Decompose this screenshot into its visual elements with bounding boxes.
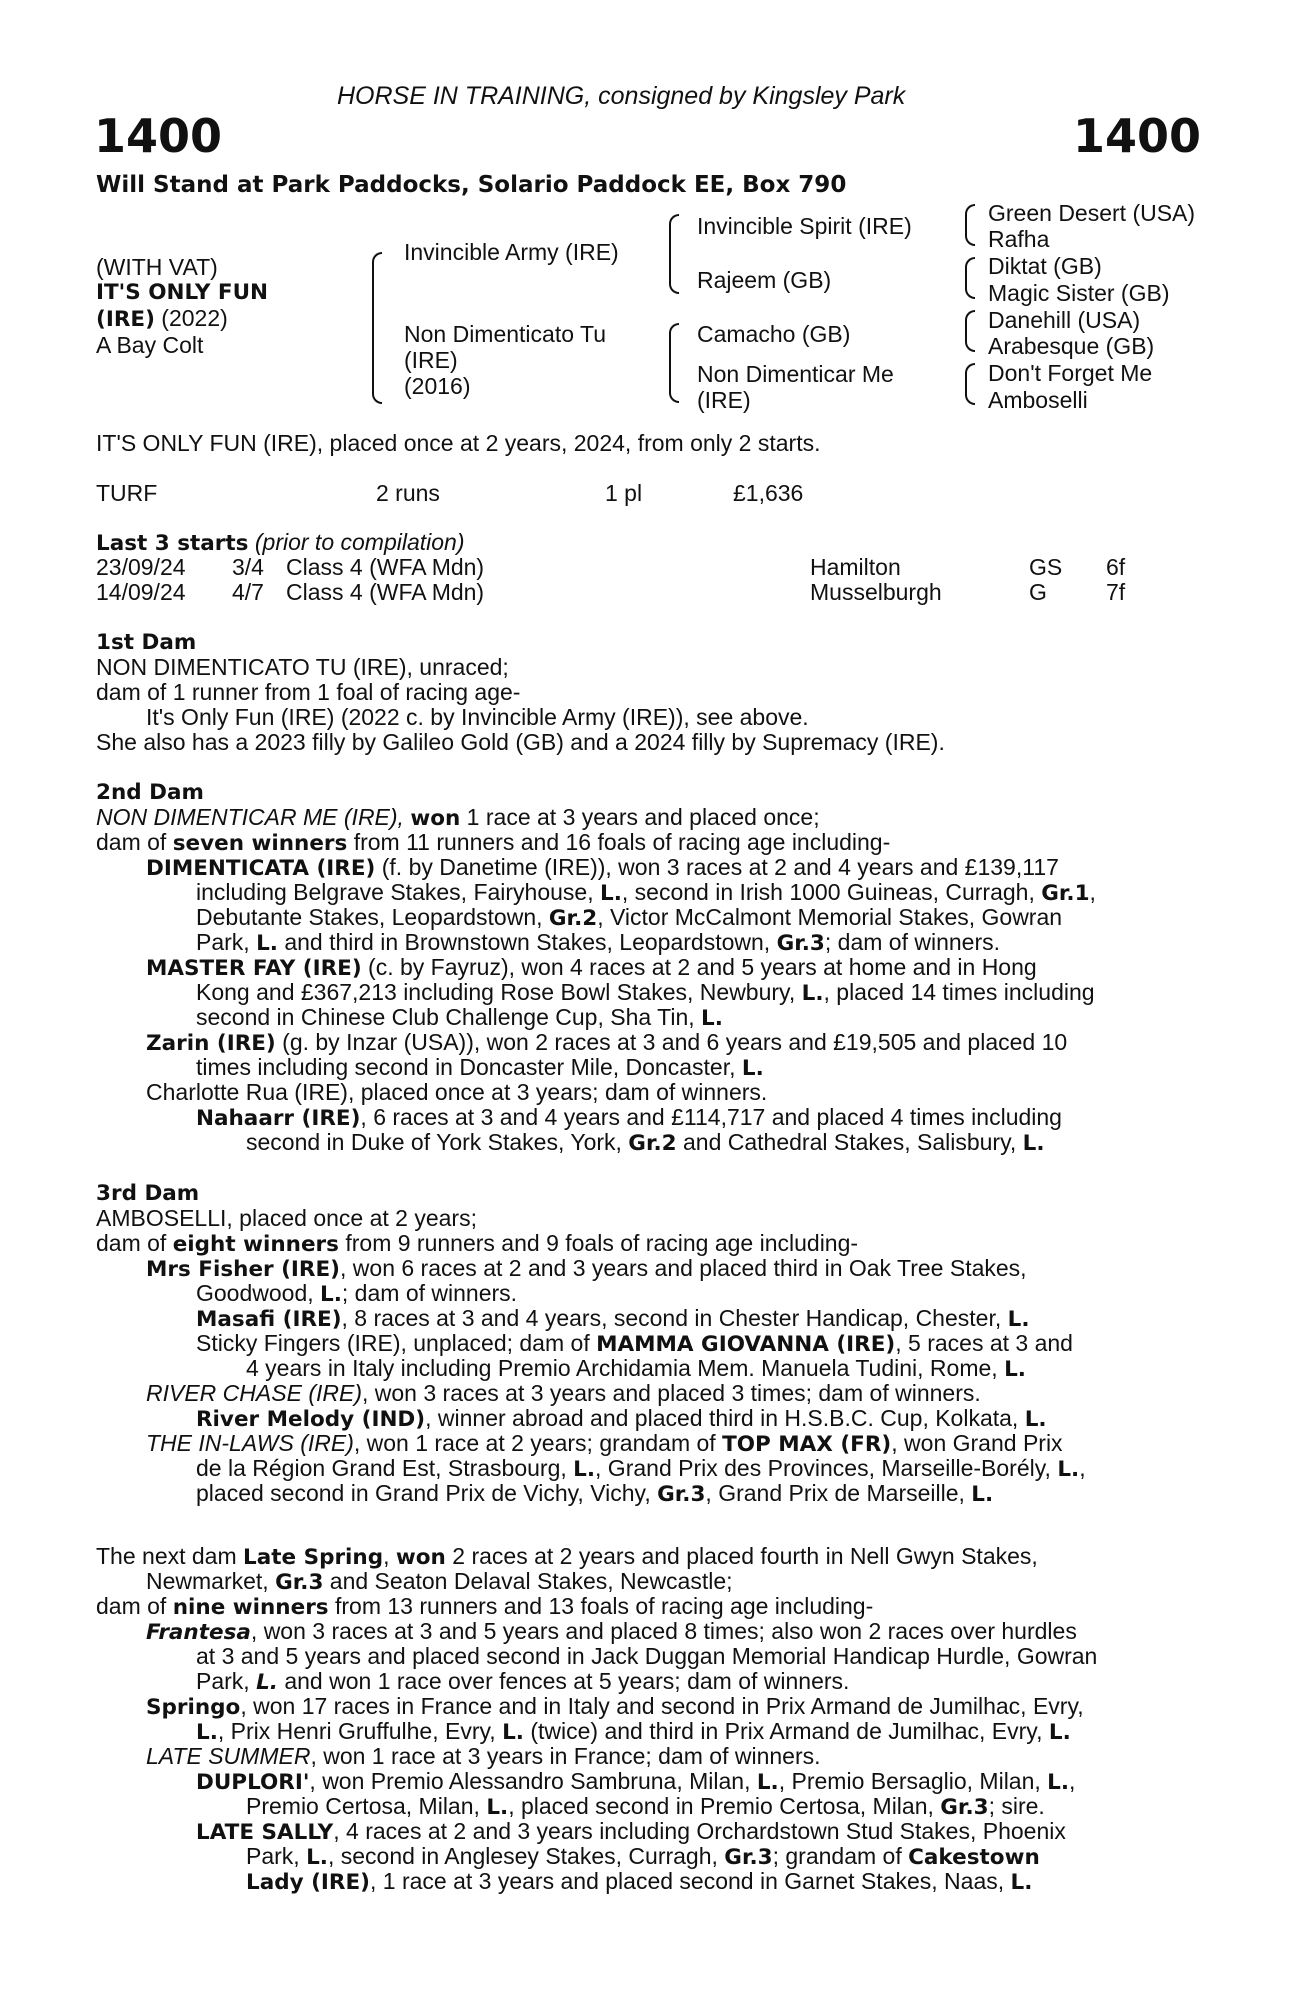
pedigree-dam-sire: Camacho (GB) — [697, 321, 851, 347]
progeny-name: DUPLORI' — [196, 1770, 310, 1795]
dam3-line: de la Région Grand Est, Strasbourg, L., Grand Prix des Provinces, Marseille-Borély, L., — [196, 1455, 1086, 1482]
dam2-line: Kong and £367,213 including Rose Bowl Stakes, Newbury, L., placed 14 times including — [196, 979, 1095, 1006]
dam1-heading: 1st Dam — [96, 630, 197, 655]
lot-number-right: 1400 — [1073, 109, 1202, 163]
dam2-line: NON DIMENTICAR ME (IRE), won 1 race at 3 years and placed once; — [96, 804, 820, 831]
dam2-line: Debutante Stakes, Leopardstown, Gr.2, Victor McCalmont Memorial Stakes, Gowran — [196, 904, 1063, 931]
record-runs: 2 runs — [376, 480, 440, 506]
dam3-line: AMBOSELLI, placed once at 2 years; — [96, 1205, 477, 1231]
dam2-line: second in Duke of York Stakes, York, Gr.2 and Cathedral Stakes, Salisbury, L. — [246, 1129, 1045, 1156]
pedigree-brace-sire — [669, 214, 679, 294]
lot-number-left: 1400 — [94, 109, 223, 163]
vat-note: (WITH VAT) — [96, 254, 218, 280]
dam2-line: Zarin (IRE) (g. by Inzar (USA)), won 2 races at 3 and 6 years and £19,505 and placed 10 — [146, 1029, 1068, 1056]
dam2-line: MASTER FAY (IRE) (c. by Fayruz), won 4 races at 2 and 5 years at home and in Hong — [146, 954, 1037, 981]
pedigree-dsd: Arabesque (GB) — [988, 333, 1155, 359]
pedigree-sdd: Magic Sister (GB) — [988, 280, 1170, 306]
progeny-name: Frantesa — [146, 1620, 251, 1645]
start-position: 3/4 — [232, 554, 264, 580]
pedigree-sire: Invincible Army (IRE) — [404, 239, 619, 265]
dam3-line: Goodwood, L.; dam of winners. — [196, 1280, 518, 1307]
start-going: GS — [1029, 554, 1063, 580]
start-distance: 7f — [1106, 579, 1126, 605]
record-placed: 1 pl — [605, 480, 643, 506]
race-summary: IT'S ONLY FUN (IRE), placed once at 2 years, 2024, from only 2 starts. — [96, 430, 821, 456]
progeny-name: Springo — [146, 1695, 241, 1720]
dam3-line: Sticky Fingers (IRE), unplaced; dam of MAMMA GIOVANNA (IRE), 5 races at 3 and — [196, 1330, 1073, 1357]
dam3-line: Masafi (IRE), 8 races at 3 and 4 years, second in Chester Handicap, Chester, L. — [196, 1305, 1030, 1332]
stand-location: Will Stand at Park Paddocks, Solario Paddock EE, Box 790 — [96, 172, 847, 198]
dam2-line: dam of seven winners from 11 runners and 16 foals of racing age including- — [96, 829, 891, 856]
dam2-line: Charlotte Rua (IRE), placed once at 3 years; dam of winners. — [146, 1079, 768, 1105]
nextdam-line: Frantesa, won 3 races at 3 and 5 years and placed 8 times; also won 2 races over hurdles — [146, 1618, 1077, 1645]
nextdam-line: DUPLORI', won Premio Alessandro Sambruna, Milan, L., Premio Bersaglio, Milan, L., — [196, 1768, 1076, 1795]
progeny-name: Zarin (IRE) — [146, 1031, 276, 1056]
nextdam-line: at 3 and 5 years and placed second in Jack Duggan Memorial Handicap Hurdle, Gowran — [196, 1643, 1098, 1669]
pedigree-ddd: Amboselli — [988, 387, 1088, 413]
start-distance: 6f — [1106, 554, 1126, 580]
pedigree-sire-dam: Rajeem (GB) — [697, 267, 832, 293]
nextdam-line: LATE SUMMER, won 1 race at 3 years in France; dam of winners. — [146, 1743, 821, 1769]
nextdam-line: Park, L. and won 1 race over fences at 5 years; dam of winners. — [196, 1668, 850, 1695]
pedigree-dam-dam-country: (IRE) — [697, 387, 751, 413]
start-race: Class 4 (WFA Mdn) — [286, 579, 485, 605]
consignment-line: HORSE IN TRAINING, consigned by Kingsley Park — [337, 82, 906, 110]
horse-description: A Bay Colt — [96, 332, 204, 358]
nextdam-line: L., Prix Henri Gruffulhe, Evry, L. (twice) and third in Prix Armand de Jumilhac, Evry, L. — [196, 1718, 1071, 1745]
pedigree-dam: Non Dimenticato Tu — [404, 321, 606, 347]
nextdam-line: Premio Certosa, Milan, L., placed second in Premio Certosa, Milan, Gr.3; sire. — [246, 1793, 1045, 1820]
progeny-name: MASTER FAY (IRE) — [146, 956, 362, 981]
progeny-name: LATE SALLY — [196, 1820, 334, 1845]
dam1-line: NON DIMENTICATO TU (IRE), unraced; — [96, 654, 509, 680]
pedigree-dss: Danehill (USA) — [988, 307, 1141, 333]
nextdam-line: The next dam Late Spring, won 2 races at 2 years and placed fourth in Nell Gwyn Stakes, — [96, 1543, 1038, 1570]
last-starts-heading — [96, 530, 465, 556]
progeny-name: MAMMA GIOVANNA (IRE) — [596, 1332, 896, 1357]
dam1-line: She also has a 2023 filly by Galileo Gold (GB) and a 2024 filly by Supremacy (IRE). — [96, 729, 945, 755]
pedigree-brace-ds — [965, 310, 975, 352]
pedigree-sds: Diktat (GB) — [988, 253, 1102, 279]
dam3-line: THE IN-LAWS (IRE), won 1 race at 2 years; grandam of TOP MAX (FR), won Grand Prix — [146, 1430, 1063, 1457]
pedigree-ssd: Rafha — [988, 226, 1050, 252]
pedigree-dam-dam: Non Dimenticar Me — [697, 361, 894, 387]
nextdam-line: Springo, won 17 races in France and in Italy and second in Prix Armand de Jumilhac, Evry, — [146, 1693, 1084, 1720]
progeny-name: DIMENTICATA (IRE) — [146, 856, 376, 881]
pedigree-brace-main — [372, 252, 382, 404]
dam3-line: 4 years in Italy including Premio Archidamia Mem. Manuela Tudini, Rome, L. — [246, 1355, 1026, 1382]
progeny-name: Nahaarr (IRE) — [196, 1106, 361, 1131]
progeny-name: Masafi (IRE) — [196, 1307, 342, 1332]
pedigree-dam-country: (IRE) — [404, 347, 458, 373]
start-date: 23/09/24 — [96, 554, 186, 580]
dam3-line: River Melody (IND), winner abroad and placed third in H.S.B.C. Cup, Kolkata, L. — [196, 1405, 1047, 1432]
dam2-line: Nahaarr (IRE), 6 races at 3 and 4 years and £114,717 and placed 4 times including — [196, 1104, 1062, 1131]
dam3-line: Mrs Fisher (IRE), won 6 races at 2 and 3 years and placed third in Oak Tree Stakes, — [146, 1255, 1027, 1282]
progeny-name: TOP MAX (FR) — [722, 1432, 892, 1457]
dam2-line: Park, L. and third in Brownstown Stakes, Leopardstown, Gr.3; dam of winners. — [196, 929, 1001, 956]
pedigree-brace-dd — [965, 363, 975, 405]
pedigree-dam-year: (2016) — [404, 373, 471, 399]
start-race: Class 4 (WFA Mdn) — [286, 554, 485, 580]
dam2-line: including Belgrave Stakes, Fairyhouse, L., second in Irish 1000 Guineas, Curragh, Gr.1, — [196, 879, 1096, 906]
last-starts-note: (prior to compilation) — [248, 529, 465, 555]
dam2-name: NON DIMENTICAR ME (IRE), — [96, 804, 404, 830]
start-position: 4/7 — [232, 579, 264, 605]
start-going: G — [1029, 579, 1047, 605]
dam3-heading: 3rd Dam — [96, 1181, 200, 1206]
progeny-name: River Melody (IND) — [196, 1407, 426, 1432]
start-date: 14/09/24 — [96, 579, 186, 605]
progeny-name: Lady (IRE) — [246, 1870, 370, 1895]
pedigree-dds: Don't Forget Me — [988, 360, 1153, 386]
dam2-line: DIMENTICATA (IRE) (f. by Danetime (IRE)), won 3 races at 2 and 4 years and £139,117 — [146, 854, 1059, 881]
nextdam-line: dam of nine winners from 13 runners and 13 foals of racing age including- — [96, 1593, 874, 1620]
last-starts-title: Last 3 starts — [96, 531, 249, 556]
dam1-line: It's Only Fun (IRE) (2022 c. by Invincible Army (IRE)), see above. — [146, 704, 809, 730]
record-surface: TURF — [96, 480, 158, 506]
horse-name-line2 — [96, 306, 228, 332]
pedigree-sire-sire: Invincible Spirit (IRE) — [697, 213, 912, 239]
dam3-line: dam of eight winners from 9 runners and 9 foals of racing age including- — [96, 1230, 859, 1257]
record-earnings: £1,636 — [733, 480, 804, 506]
pedigree-brace-dam — [669, 323, 679, 403]
start-course: Hamilton — [810, 554, 901, 580]
dam2-line: times including second in Doncaster Mile, Doncaster, L. — [196, 1054, 764, 1081]
progeny-name: Cakestown — [908, 1845, 1040, 1870]
nextdam-line: Newmarket, Gr.3 and Seaton Delaval Stakes, Newcastle; — [146, 1568, 733, 1595]
dam1-line: dam of 1 runner from 1 foal of racing age- — [96, 679, 521, 705]
pedigree-sss: Green Desert (USA) — [988, 200, 1196, 226]
nextdam-line: LATE SALLY, 4 races at 2 and 3 years including Orchardstown Stud Stakes, Phoenix — [196, 1818, 1066, 1845]
progeny-name: Mrs Fisher (IRE) — [146, 1257, 341, 1282]
start-course: Musselburgh — [810, 579, 942, 605]
pedigree-brace-ss — [965, 204, 975, 246]
dam2-heading: 2nd Dam — [96, 780, 204, 805]
dam3-line: RIVER CHASE (IRE), won 3 races at 3 years and placed 3 times; dam of winners. — [146, 1380, 981, 1406]
nextdam-line: Park, L., second in Anglesey Stakes, Curragh, Gr.3; grandam of Cakestown — [246, 1843, 1040, 1870]
nextdam-line: Lady (IRE), 1 race at 3 years and placed second in Garnet Stakes, Naas, L. — [246, 1868, 1033, 1895]
dam3-line: placed second in Grand Prix de Vichy, Vichy, Gr.3, Grand Prix de Marseille, L. — [196, 1480, 994, 1507]
dam2-line: second in Chinese Club Challenge Cup, Sha Tin, L. — [196, 1004, 723, 1031]
pedigree-brace-sd — [965, 257, 975, 299]
horse-name: IT'S ONLY FUN — [96, 280, 269, 305]
horse-country: (IRE) — [96, 307, 155, 332]
horse-year: (2022) — [154, 305, 228, 331]
